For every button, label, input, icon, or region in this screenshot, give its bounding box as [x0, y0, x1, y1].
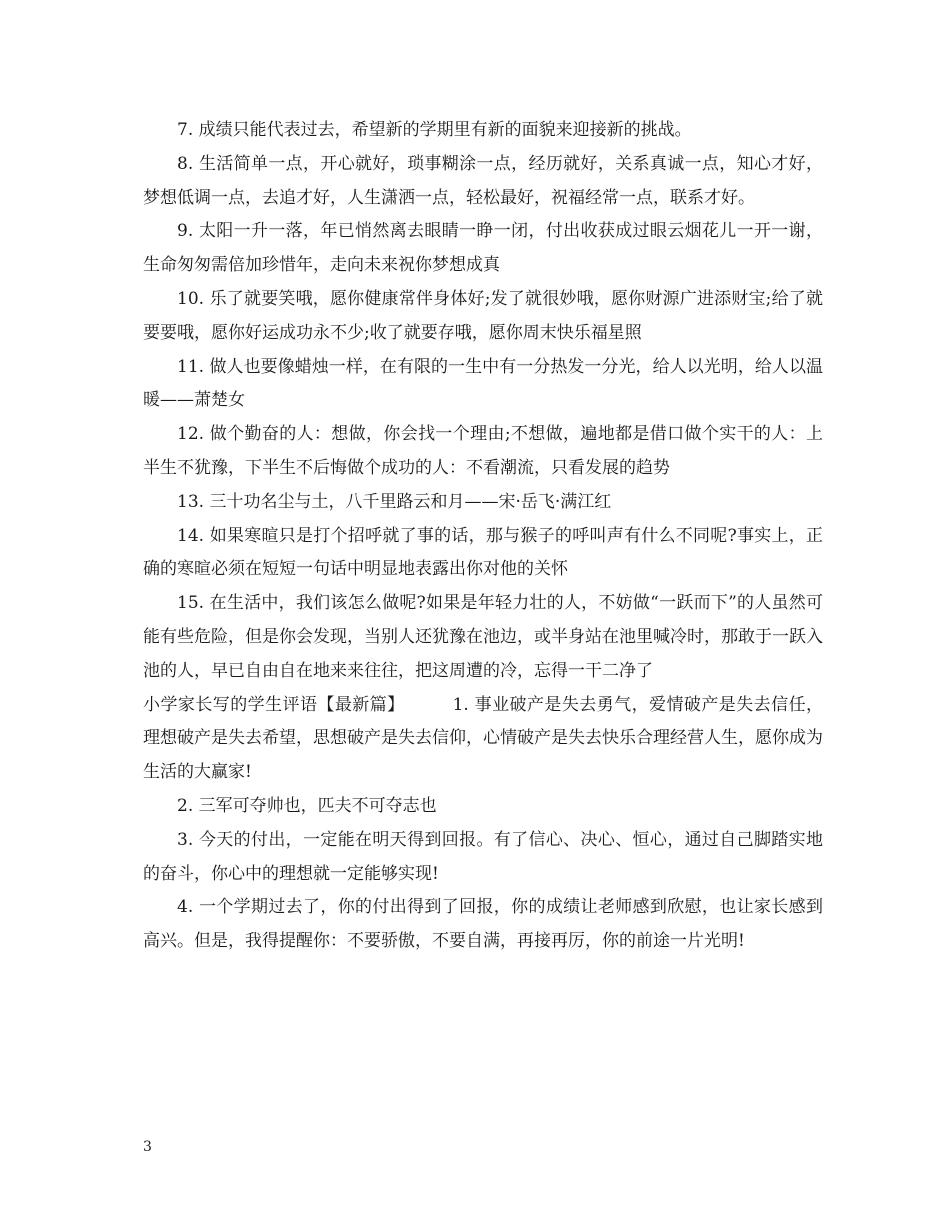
- paragraph-item-12: 12. 做个勤奋的人：想做，你会找一个理由;不想做，遍地都是借口做个实干的人：上半生不犹豫，下半生不后悔做个成功的人：不看潮流，只看发展的趋势: [143, 424, 823, 478]
- section-first-item: 1. 事业破产是失去勇气，爱情破产是失去信任，理想破产是失去希望，思想破产是失去信仰，心情破产是失去快乐合理经营人生，愿你成为生活的大赢家!: [143, 694, 824, 783]
- paragraph-item-10: 10. 乐了就要笑哦，愿你健康常伴身体好;发了就很妙哦，愿你财源广进添财宝;给了就要要哦，愿你好运成功永不少;收了就要存哦，愿你周末快乐福星照: [143, 288, 823, 343]
- section-heading: 小学家长写的学生评语【最新篇】: [143, 694, 405, 715]
- paragraph-item-8: 8. 生活简单一点，开心就好，琐事糊涂一点，经历就好，关系真诚一点，知心才好，梦想低调一点，去追才好，人生潇洒一点，轻松最好，祝福经常一点，联系才好。: [143, 153, 823, 208]
- document-body: [143, 114, 823, 959]
- paragraph-item-3: 3. 今天的付出，一定能在明天得到回报。有了信心、决心、恒心，通过自己脚踏实地的奋斗，你心中的理想就一定能够实现!: [143, 829, 823, 884]
- page-number: 3: [143, 1139, 152, 1155]
- section-paragraph: [143, 689, 823, 790]
- paragraph-item-7: 7. 成绩只能代表过去，希望新的学期里有新的面貌来迎接新的挑战。: [177, 120, 692, 140]
- paragraph-item-13: 13. 三十功名尘与土，八千里路云和月——宋·岳飞·满江红: [177, 491, 612, 512]
- paragraph-item-2: 2. 三军可夺帅也，匹夫不可夺志也: [177, 795, 437, 816]
- paragraph-item-4: 4. 一个学期过去了，你的付出得到了回报，你的成绩让老师感到欣慰，也让家长感到高兴。但是，我得提醒你：不要骄傲，不要自满，再接再厉，你的前途一片光明!: [143, 897, 823, 952]
- paragraph-item-9: 9. 太阳一升一落，年已悄然离去眼睛一睁一闭，付出收获成过眼云烟花儿一开一谢，生命匆匆需倍加珍惜年，走向未来祝你梦想成真: [143, 221, 823, 276]
- paragraph-item-14: 14. 如果寒暄只是打个招呼就了事的话，那与猴子的呼叫声有什么不同呢?事实上，正确的寒暄必须在短短一句话中明显地表露出你对他的关怀: [143, 525, 823, 580]
- paragraph-item-11: 11. 做人也要像蜡烛一样，在有限的一生中有一分热发一分光，给人以光明，给人以温暖——萧楚女: [143, 356, 823, 411]
- paragraph-item-15: 15. 在生活中，我们该怎么做呢?如果是年轻力壮的人，不妨做“一跃而下”的人虽然可能有些危险，但是你会发现，当别人还犹豫在池边，或半身站在池里喊冷时，那敢于一跃入池的人，早已自由自在地来来往往，把这周遭的冷，忘得一干二净了: [143, 593, 823, 681]
